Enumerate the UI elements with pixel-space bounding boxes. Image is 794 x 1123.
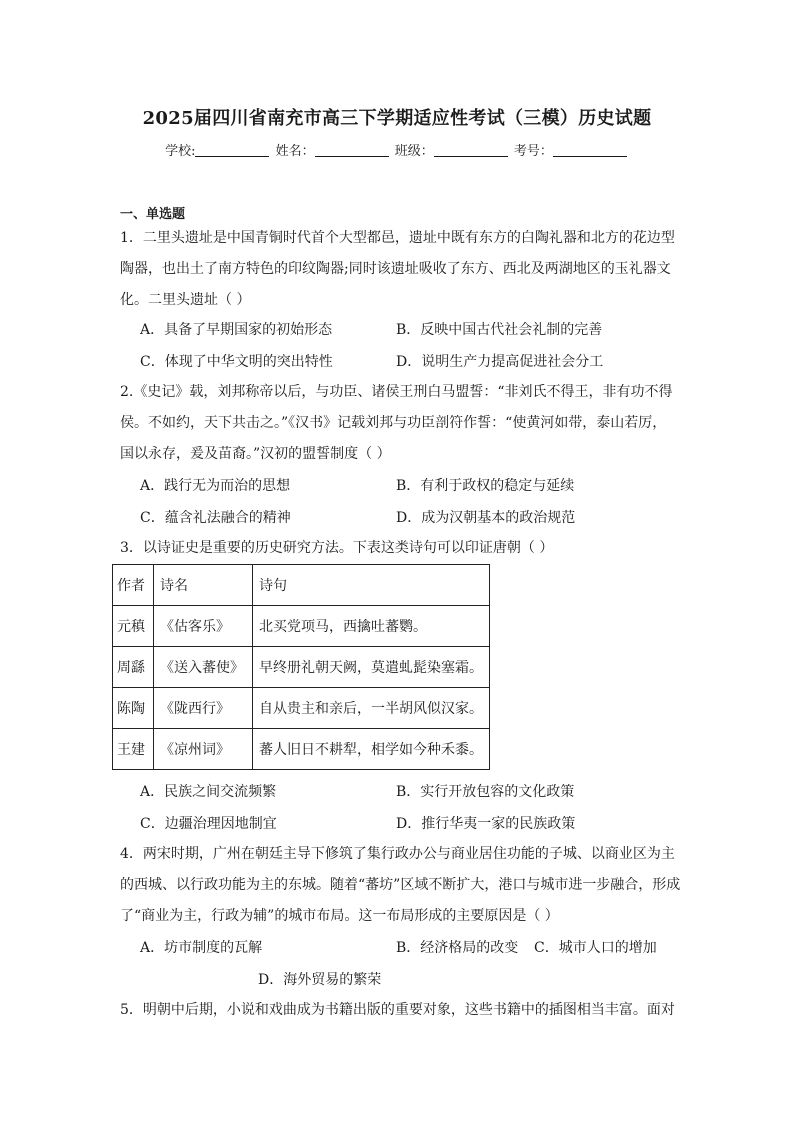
question-4-line-3: 了“商业为主，行政为辅”的城市布局。这一布局形成的主要原因是（ ） [120,908,559,924]
question-3-option-a: A．民族之间交流频繁 [140,784,277,800]
question-1-option-b: B．反映中国古代社会礼制的完善 [396,322,603,338]
question-4-option-d: D．海外贸易的繁荣 [258,972,382,988]
section-title: 一、单选题 [120,207,186,222]
student-info-line [0,140,794,159]
question-1-line-2: 陶器，也出土了南方特色的印纹陶器;同时该遗址吸收了东方、西北及两湖地区的玉礼器文 [120,261,671,277]
table-cell: 早终册礼朝天阙，莫遣虬髭染塞霜。 [253,647,490,688]
question-2-stem [120,377,686,470]
table-cell: 蕃人旧日不耕犁，相学如今种禾黍。 [253,729,490,770]
table-row [113,729,490,770]
table-cell: 元稹 [113,606,154,647]
question-3-line-1: 3．以诗证史是重要的历史研究方法。下表这类诗句可以印证唐朝（ ） [120,540,554,556]
question-3-option-d: D．推行华夷一家的民族政策 [396,816,576,832]
table-cell: 王建 [113,729,154,770]
table-cell: 《估客乐》 [154,606,253,647]
table-cell: 《陇西行》 [154,688,253,729]
question-1-stem [120,223,686,316]
question-2-option-c: C．蕴含礼法融合的精神 [140,510,291,526]
question-2-line-1: 2.《史记》载，刘邦称帝以后，与功臣、诸侯王刑白马盟誓：“非刘氏不得王，非有功不得 [120,384,673,400]
table-cell: 《凉州词》 [154,729,253,770]
question-4-option-b: B．经济格局的改变 [396,940,519,956]
question-4-option-c: C．城市人口的增加 [534,940,657,956]
table-header-cell: 诗句 [253,565,490,606]
table-row [113,688,490,729]
question-2-line-3: 国以永存，爰及苗裔。”汉初的盟誓制度（ ） [120,446,391,462]
table-cell: 周繇 [113,647,154,688]
question-1-option-c: C．体现了中华文明的突出特性 [140,354,333,370]
question-3-stem [120,533,686,564]
question-2-line-2: 侯。不如约，天下共击之。”《汉书》记载刘邦与功臣剖符作誓：“使黄河如带，泰山若厉， [120,415,667,431]
question-5-stem [120,995,686,1026]
question-1-line-3: 化。二里头遗址（ ） [120,292,251,308]
table-cell: 北买党项马，西擒吐蕃鹦。 [253,606,490,647]
question-5-line-1: 5．明朝中后期，小说和戏曲成为书籍出版的重要对象，这些书籍中的插图相当丰富。面对 [120,1002,675,1018]
question-1-line-1: 1．二里头遗址是中国青铜时代首个大型都邑，遗址中既有东方的白陶礼器和北方的花边型 [120,230,675,246]
table-header-cell: 诗名 [154,565,253,606]
table-row [113,606,490,647]
exam-number-label: 考号： [513,144,553,159]
table-header-cell: 作者 [113,565,154,606]
table-header-row [113,565,490,606]
question-2-option-d: D．成为汉朝基本的政治规范 [396,510,576,526]
question-4-line-1: 4．两宋时期，广州在朝廷主导下修筑了集行政办公与商业居住功能的子城、以商业区为主 [120,846,675,862]
question-2-option-a: A．践行无为而治的思想 [140,478,291,494]
table-cell: 自从贵主和亲后，一半胡风似汉家。 [253,688,490,729]
name-blank [315,143,389,157]
school-blank [195,143,269,157]
table-row [113,647,490,688]
question-1-option-a: A．具备了早期国家的初始形态 [140,322,333,338]
question-2-option-b: B．有利于政权的稳定与延续 [396,478,575,494]
name-label: 姓名： [275,144,315,159]
school-label: 学校: [165,144,196,159]
question-4-line-2: 的西城、以行政功能为主的东城。随着“蕃坊”区域不断扩大，港口与城市进一步融合，形成 [120,877,681,893]
question-4-option-a: A．坊市制度的瓦解 [140,940,263,956]
table-cell: 陈陶 [113,688,154,729]
table-cell: 《送入蕃使》 [154,647,253,688]
poem-table [112,564,490,770]
exam-title: 2025届四川省南充市高三下学期适应性考试（三模）历史试题 [142,108,652,129]
class-blank [434,143,508,157]
class-label: 班级： [394,144,434,159]
question-3-option-c: C．边疆治理因地制宜 [140,816,277,832]
question-3-option-b: B．实行开放包容的文化政策 [396,784,575,800]
exam-number-blank [553,143,627,157]
question-4-stem [120,839,686,932]
question-1-option-d: D．说明生产力提高促进社会分工 [396,354,604,370]
